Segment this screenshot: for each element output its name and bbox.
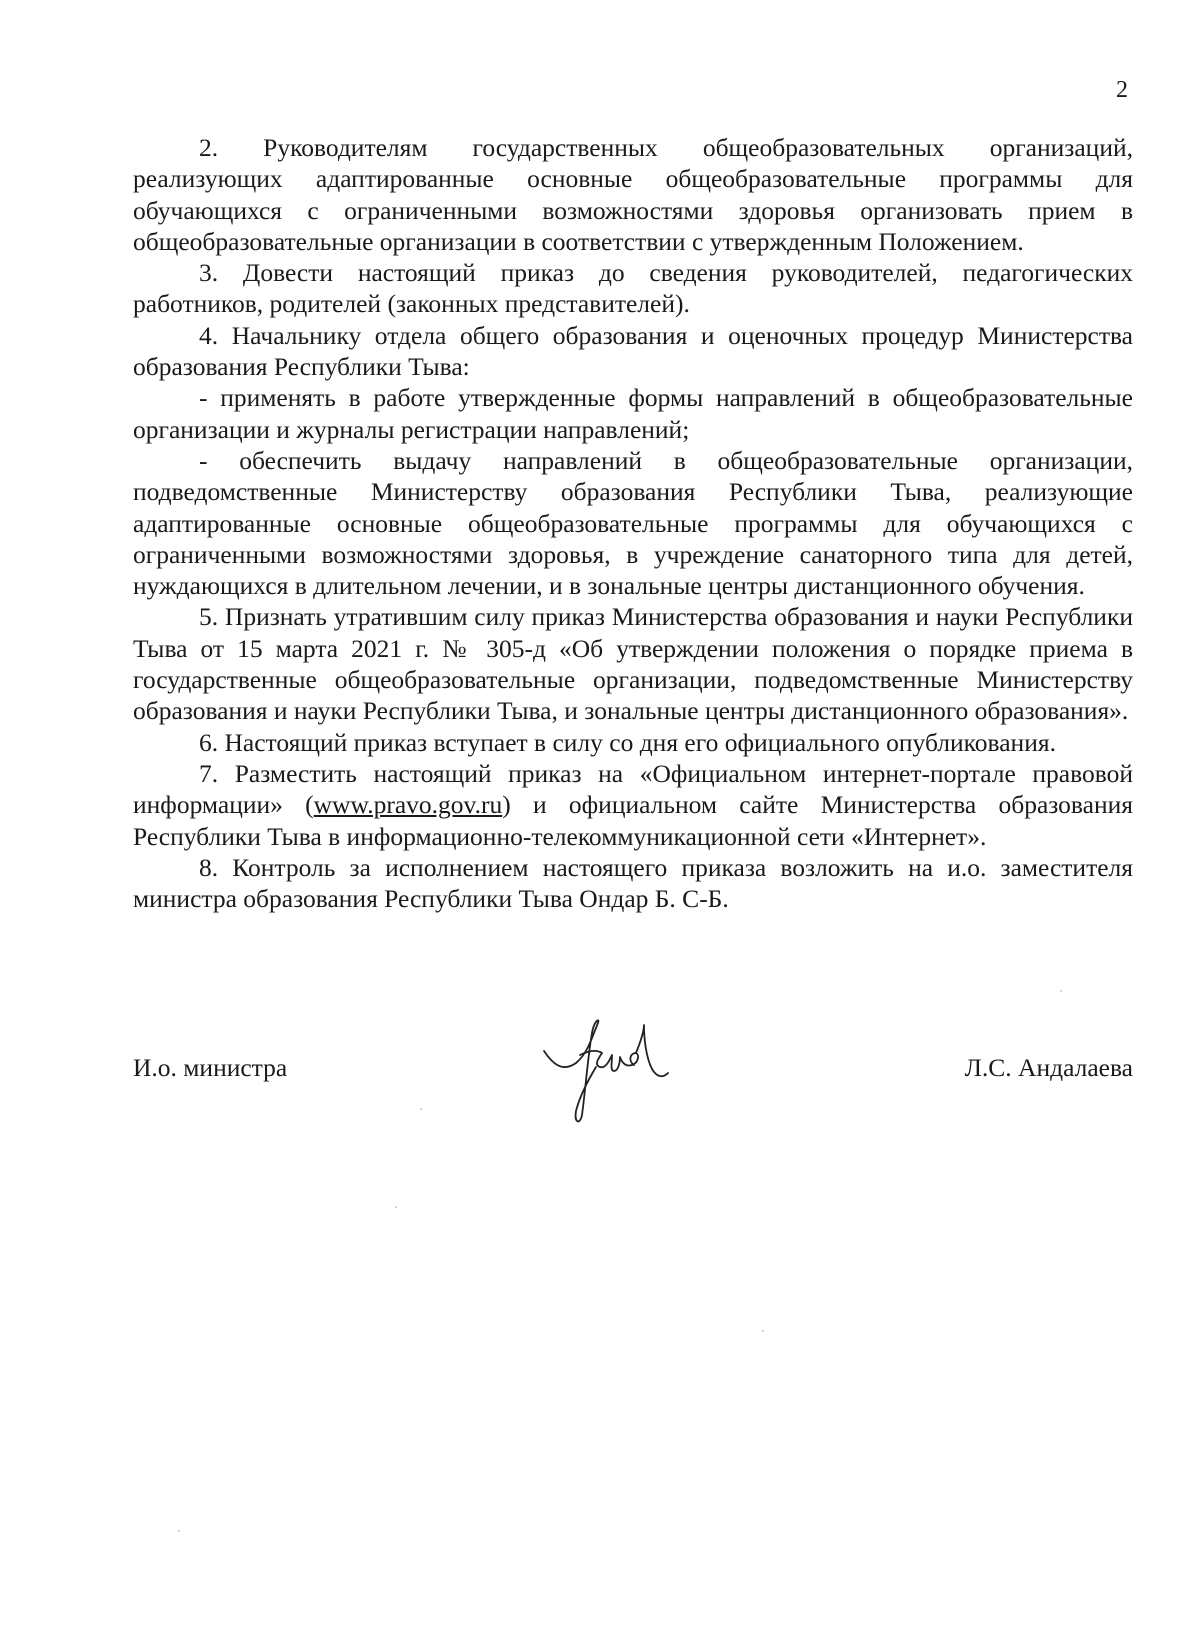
pravo-gov-link[interactable]: www.pravo.gov.ru — [313, 790, 503, 820]
signatory-name: Л.С. Андалаева — [964, 1053, 1133, 1082]
signatory-title: И.о. министра — [133, 1053, 288, 1082]
order-item-2: 2. Руководителям государственных общеобразовательных организаций, реализующих адаптированные основные общеобразовательные программы для обучающихся с ограниченными возможностями здоровья организовать прием в общеобразовательные организации в соответствии с утвержденным Положением. — [133, 133, 1133, 256]
handwritten-signature — [540, 1015, 670, 1135]
order-item-4-subitem-ensure: - обеспечить выдачу направлений в общеобразовательные организации, подведомственные Министерству образования Республики Тыва, реализующие адаптированные основные общеобразовательные программы для обучающихся с ограниченными возможностями здоровья, в учреждение санаторного типа для детей, нуждающихся в длительном лечении, и в зональные центры дистанционного обучения. — [133, 445, 1133, 601]
order-item-5: 5. Признать утратившим силу приказ Министерства образования и науки Республики Тыва от 15 марта 2021 г. № 305-д «Об утверждении положения о порядке приема в государственные общеобразовательные организации, подведомственные Министерству образования и науки Республики Тыва, и зональные центры дистанционного образования». — [133, 602, 1133, 726]
scan-speck — [395, 1206, 397, 1208]
scan-speck — [420, 1108, 422, 1110]
signature-stroke-1 — [544, 1020, 598, 1121]
scan-speck — [178, 1530, 180, 1532]
order-item-3: 3. Довести настоящий приказ до сведения руководителей, педагогических работников, родителей (законных представителей). — [133, 258, 1133, 319]
page-number: 2 — [1116, 77, 1128, 103]
scan-speck — [762, 1330, 764, 1332]
order-item-4-subitem-apply: - применять в работе утвержденные формы направлений в общеобразовательные организации и журналы регистрации направлений; — [133, 383, 1133, 444]
order-item-7-text-start: 7. Разместить настоящий приказ на «Официальном интернет-портале правовой информации» ( — [133, 758, 1133, 820]
scan-speck — [1060, 990, 1062, 992]
order-item-4: 4. Начальнику отдела общего образования и оценочных процедур Министерства образования Республики Тыва: — [133, 320, 1133, 382]
order-item-6: 6. Настоящий приказ вступает в силу со дня его официального опубликования. — [199, 727, 1056, 757]
order-item-7 — [133, 758, 1133, 852]
signature-stroke-3 — [636, 1025, 668, 1076]
order-body — [133, 132, 1133, 914]
order-item-8: 8. Контроль за исполнением настоящего приказа возложить на и.о. заместителя министра образования Республики Тыва Ондар Б. С-Б. — [133, 852, 1133, 914]
order-item-7-text-end: ) и официальном сайте Министерства образования Республики Тыва в информационно-телекоммуникационной сети «Интернет». — [133, 790, 1133, 851]
